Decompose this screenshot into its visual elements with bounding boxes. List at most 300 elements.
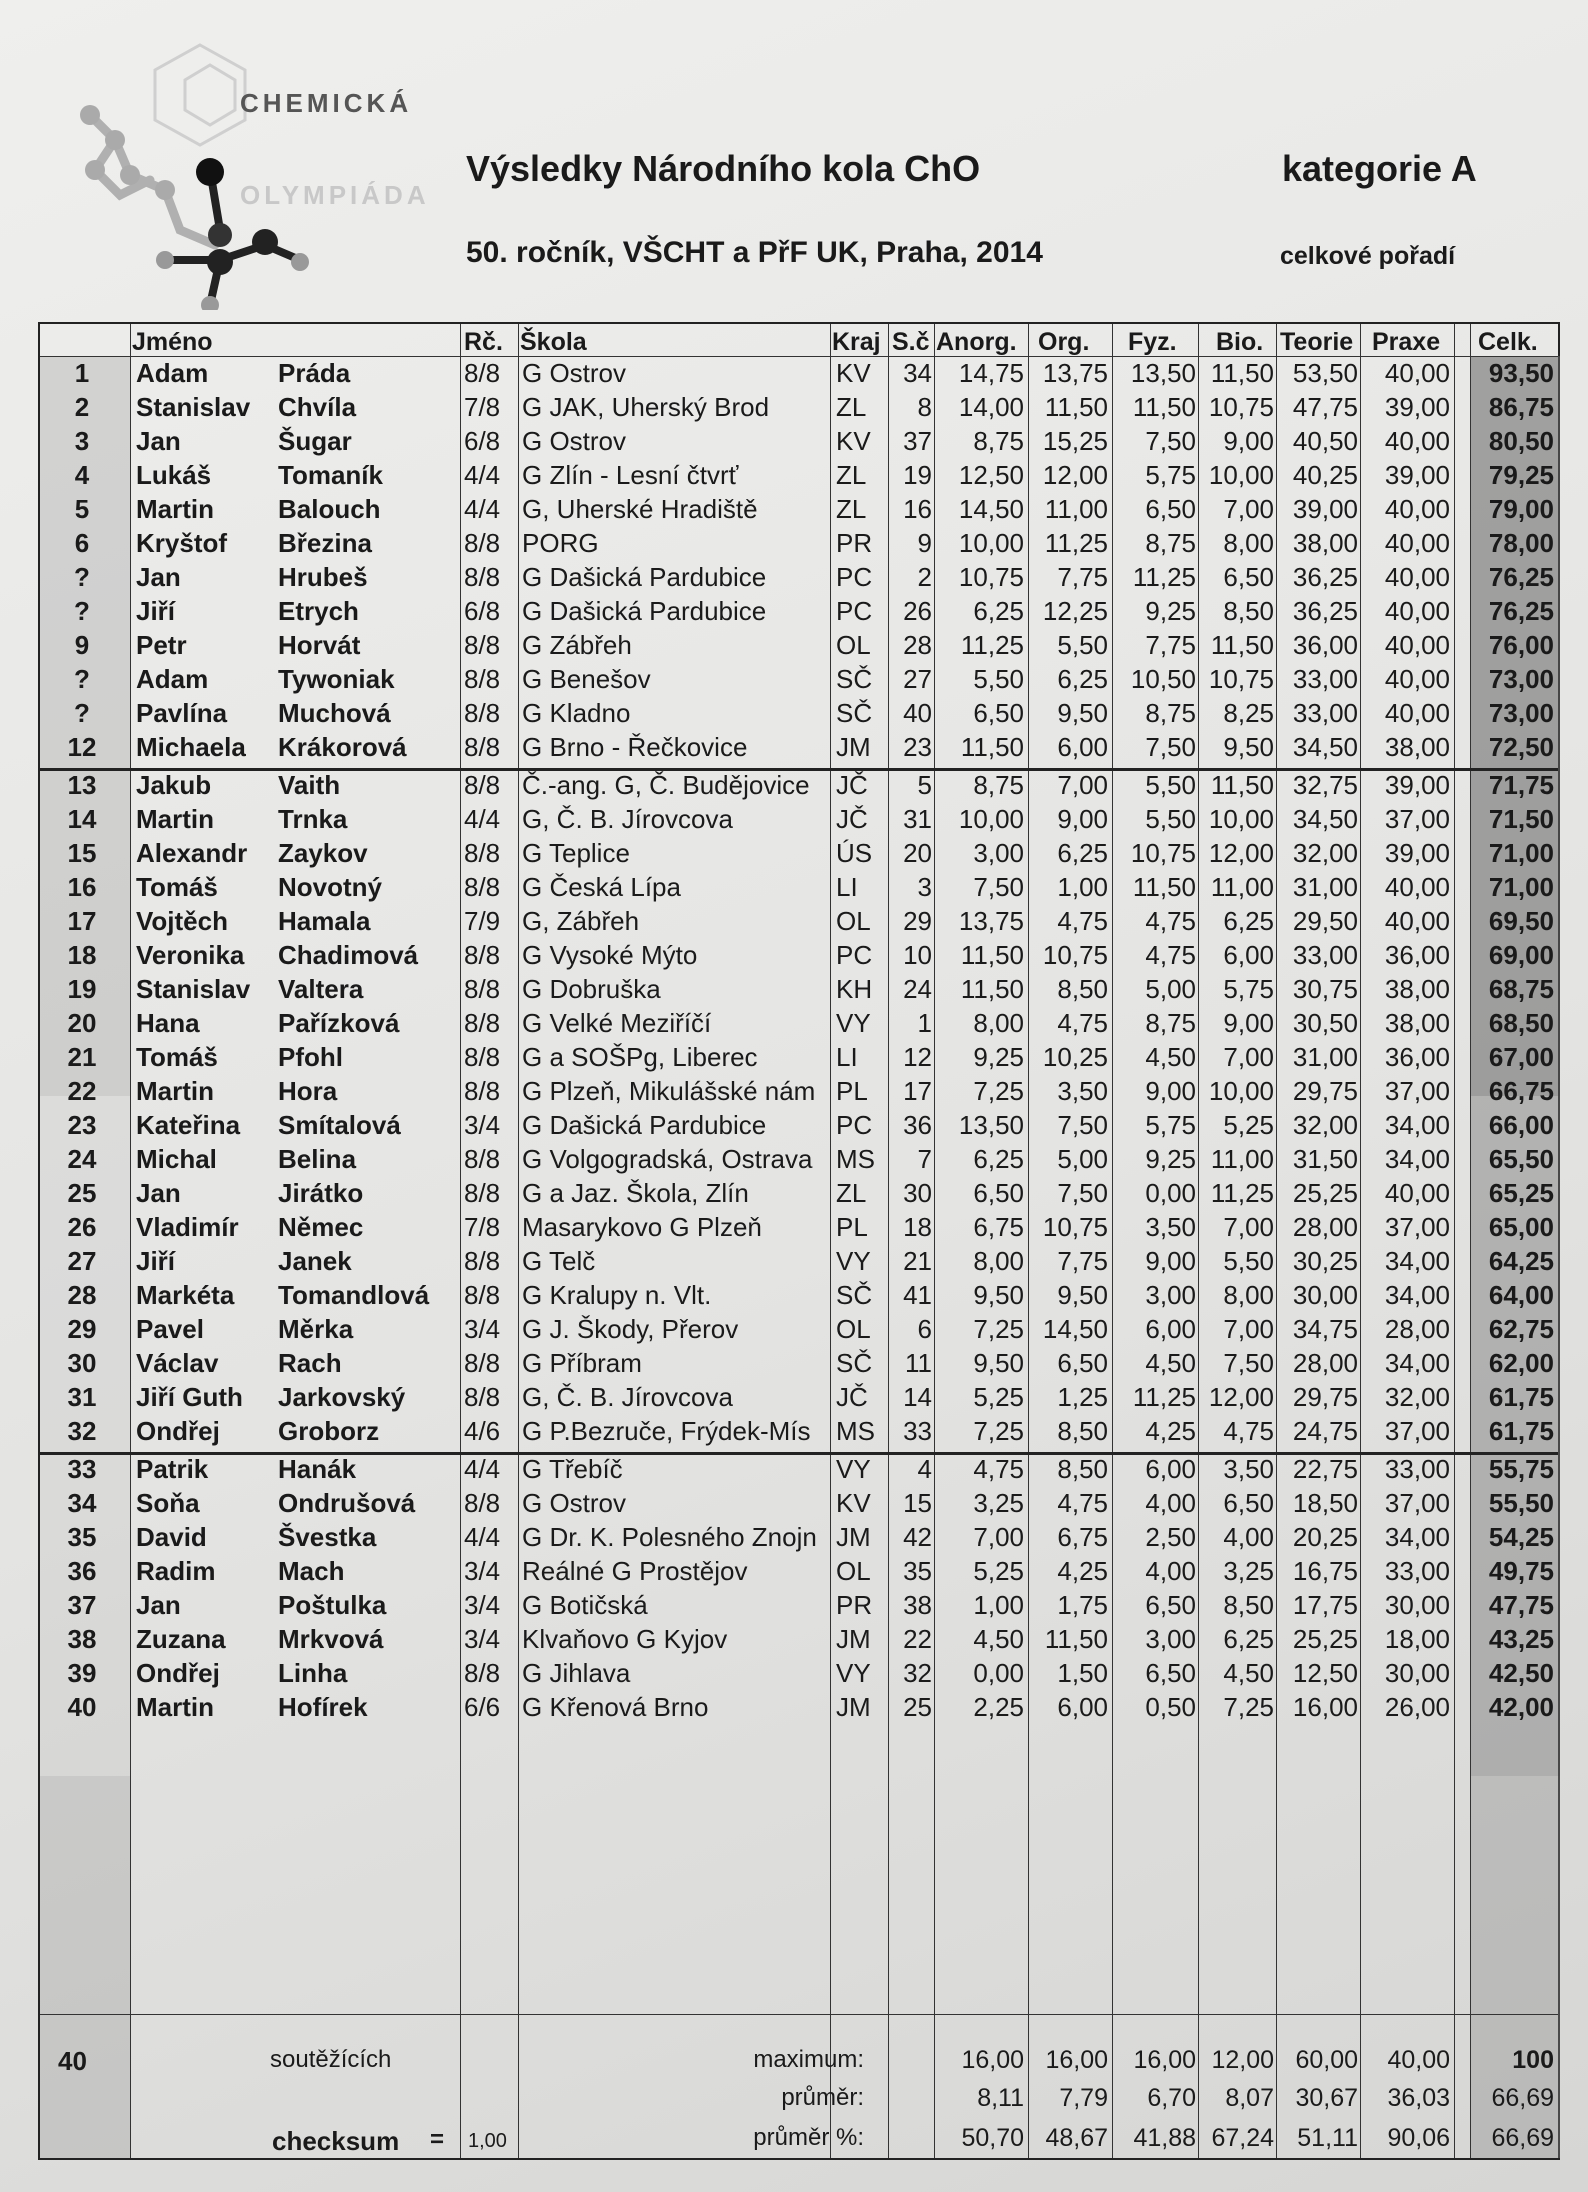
footer-stat-2-3: 67,24 — [1211, 2124, 1274, 2152]
row-24-phys: 9,25 — [1145, 1144, 1196, 1174]
row-33-practice: 33,00 — [1384, 1454, 1450, 1484]
row-2-grade: 7/8 — [464, 392, 501, 422]
row-32-theory: 24,75 — [1292, 1416, 1358, 1446]
row-14-region: JČ — [836, 804, 868, 834]
row-37-seat: 38 — [903, 1590, 932, 1620]
footer-stat-1-4: 30,67 — [1295, 2084, 1358, 2112]
row-28-rank: 28 — [67, 1280, 97, 1310]
row-24-rank: 24 — [67, 1144, 97, 1174]
row-6-org: 11,25 — [1044, 528, 1108, 558]
row-33-first: Patrik — [136, 1454, 209, 1484]
row-30-first: Václav — [136, 1348, 219, 1378]
row-34-rank: 34 — [67, 1488, 97, 1518]
row-40-last: Hofírek — [278, 1692, 368, 1722]
row-13-region: JČ — [836, 770, 868, 800]
row-35-theory: 20,25 — [1292, 1522, 1358, 1552]
row-25-seat: 30 — [903, 1178, 932, 1208]
row-1-first: Adam — [136, 358, 209, 388]
row-19-phys: 5,00 — [1145, 974, 1196, 1004]
row-25-inorg: 6,50 — [973, 1178, 1024, 1208]
row-32-grade: 4/6 — [464, 1416, 501, 1446]
col-header-theory: Teorie — [1280, 328, 1354, 356]
row-24-bio: 11,00 — [1210, 1144, 1274, 1174]
row-19-inorg: 11,50 — [960, 974, 1024, 1004]
row-29-theory: 34,75 — [1292, 1314, 1358, 1344]
row-21-grade: 8/8 — [464, 1042, 501, 1072]
col-header-name: Jméno — [132, 328, 213, 356]
row-13-inorg: 8,75 — [973, 770, 1024, 800]
row-39-rank: 39 — [67, 1658, 97, 1688]
row-6-region: PR — [836, 528, 873, 558]
row-32-org: 8,50 — [1057, 1416, 1108, 1446]
row-38-rank: 38 — [67, 1624, 97, 1654]
row-26-last: Němec — [278, 1212, 364, 1242]
footer-stat-2-4: 51,11 — [1297, 2124, 1358, 2152]
row-18-theory: 33,00 — [1292, 940, 1358, 970]
row-36-seat: 35 — [903, 1556, 932, 1586]
row-26-school: Masarykovo G Plzeň — [522, 1212, 762, 1242]
row-27-rank: 27 — [67, 1246, 97, 1276]
row-38-inorg: 4,50 — [973, 1624, 1024, 1654]
row-16-last: Novotný — [278, 872, 382, 902]
row-6-inorg: 10,00 — [958, 528, 1024, 558]
row-29-phys: 6,00 — [1145, 1314, 1196, 1344]
row-10-org: 6,25 — [1057, 664, 1108, 694]
row-40-grade: 6/6 — [464, 1692, 501, 1722]
row-40-theory: 16,00 — [1292, 1692, 1358, 1722]
row-14-phys: 5,50 — [1145, 804, 1196, 834]
footer-checksum-value: 1,00 — [468, 2130, 507, 2152]
row-26-first: Vladimír — [136, 1212, 239, 1242]
row-17-rank: 17 — [67, 906, 97, 936]
row-15-practice: 39,00 — [1384, 838, 1450, 868]
row-35-practice: 34,00 — [1384, 1522, 1450, 1552]
row-12-inorg: 11,50 — [960, 732, 1024, 762]
row-4-inorg: 12,50 — [958, 460, 1024, 490]
row-30-region: SČ — [836, 1348, 873, 1378]
row-17-practice: 40,00 — [1384, 906, 1450, 936]
row-12-phys: 7,50 — [1145, 732, 1196, 762]
row-10-practice: 40,00 — [1384, 664, 1450, 694]
row-16-inorg: 7,50 — [973, 872, 1024, 902]
row-30-last: Rach — [278, 1348, 342, 1378]
row-27-region: VY — [836, 1246, 871, 1276]
row-20-seat: 1 — [917, 1008, 932, 1038]
row-11-rank: ? — [74, 698, 90, 728]
row-26-grade: 7/8 — [464, 1212, 501, 1242]
row-18-first: Veronika — [136, 940, 245, 970]
row-16-grade: 8/8 — [464, 872, 501, 902]
row-3-practice: 40,00 — [1384, 426, 1450, 456]
row-35-org: 6,75 — [1057, 1522, 1108, 1552]
footer-stat-0-1: 16,00 — [1045, 2046, 1108, 2074]
row-17-grade: 7/9 — [464, 906, 501, 936]
row-40-seat: 25 — [903, 1692, 932, 1722]
row-18-inorg: 11,50 — [960, 940, 1024, 970]
row-1-inorg: 14,75 — [958, 358, 1024, 388]
row-6-total: 78,00 — [1488, 528, 1554, 558]
row-31-theory: 29,75 — [1292, 1382, 1358, 1412]
row-37-bio: 8,50 — [1223, 1590, 1274, 1620]
row-16-rank: 16 — [67, 872, 97, 902]
row-3-org: 15,25 — [1042, 426, 1108, 456]
row-32-last: Groborz — [278, 1416, 380, 1446]
row-8-phys: 9,25 — [1145, 596, 1196, 626]
row-12-last: Krákorová — [278, 732, 407, 762]
row-18-total: 69,00 — [1488, 940, 1554, 970]
row-33-phys: 6,00 — [1145, 1454, 1196, 1484]
row-22-rank: 22 — [67, 1076, 97, 1106]
row-35-grade: 4/4 — [464, 1522, 501, 1552]
row-5-inorg: 14,50 — [958, 494, 1024, 524]
row-26-total: 65,00 — [1488, 1212, 1554, 1242]
grid-vline — [1454, 324, 1455, 2158]
row-5-theory: 39,00 — [1292, 494, 1358, 524]
row-19-school: G Dobruška — [522, 974, 661, 1004]
row-34-last: Ondrušová — [278, 1488, 416, 1518]
row-19-rank: 19 — [67, 974, 97, 1004]
row-37-theory: 17,75 — [1292, 1590, 1358, 1620]
row-19-bio: 5,75 — [1223, 974, 1274, 1004]
row-2-org: 11,50 — [1044, 392, 1108, 422]
row-11-theory: 33,00 — [1292, 698, 1358, 728]
row-20-org: 4,75 — [1057, 1008, 1108, 1038]
row-15-first: Alexandr — [136, 838, 248, 868]
row-3-bio: 9,00 — [1223, 426, 1274, 456]
row-27-org: 7,75 — [1057, 1246, 1108, 1276]
row-12-rank: 12 — [67, 732, 97, 762]
row-25-school: G a Jaz. Škola, Zlín — [522, 1178, 749, 1208]
row-34-bio: 6,50 — [1223, 1488, 1274, 1518]
row-27-grade: 8/8 — [464, 1246, 501, 1276]
row-21-school: G a SOŠPg, Liberec — [522, 1042, 758, 1072]
row-14-first: Martin — [136, 804, 214, 834]
row-17-phys: 4,75 — [1145, 906, 1196, 936]
row-11-first: Pavlína — [136, 698, 228, 728]
footer-stat-2-5: 90,06 — [1387, 2124, 1450, 2152]
row-9-region: OL — [836, 630, 871, 660]
row-36-first: Radim — [136, 1556, 216, 1586]
row-40-region: JM — [836, 1692, 871, 1722]
row-25-total: 65,25 — [1488, 1178, 1554, 1208]
row-33-theory: 22,75 — [1292, 1454, 1358, 1484]
row-36-bio: 3,25 — [1223, 1556, 1274, 1586]
row-13-school: Č.-ang. G, Č. Budějovice — [522, 770, 810, 800]
row-20-region: VY — [836, 1008, 871, 1038]
row-32-inorg: 7,25 — [973, 1416, 1024, 1446]
row-36-grade: 3/4 — [464, 1556, 501, 1586]
row-4-org: 12,00 — [1042, 460, 1108, 490]
row-35-first: David — [136, 1522, 207, 1552]
row-19-seat: 24 — [903, 974, 932, 1004]
rank-shade-bottom — [40, 1776, 130, 2158]
row-17-theory: 29,50 — [1292, 906, 1358, 936]
row-9-org: 5,50 — [1057, 630, 1108, 660]
row-17-bio: 6,25 — [1223, 906, 1274, 936]
row-32-bio: 4,75 — [1223, 1416, 1274, 1446]
row-25-region: ZL — [836, 1178, 867, 1208]
row-13-org: 7,00 — [1057, 770, 1108, 800]
row-40-org: 6,00 — [1057, 1692, 1108, 1722]
chemistry-molecule-logo-icon — [70, 30, 450, 310]
row-22-total: 66,75 — [1488, 1076, 1554, 1106]
row-21-seat: 12 — [903, 1042, 932, 1072]
row-5-rank: 5 — [74, 494, 90, 524]
row-33-seat: 4 — [917, 1454, 932, 1484]
row-28-first: Markéta — [136, 1280, 235, 1310]
row-10-school: G Benešov — [522, 664, 651, 694]
row-2-rank: 2 — [74, 392, 90, 422]
row-15-org: 6,25 — [1057, 838, 1108, 868]
row-9-total: 76,00 — [1488, 630, 1554, 660]
row-23-last: Smítalová — [278, 1110, 401, 1140]
row-39-last: Linha — [278, 1658, 348, 1688]
row-34-phys: 4,00 — [1145, 1488, 1196, 1518]
row-40-rank: 40 — [67, 1692, 97, 1722]
row-17-school: G, Zábřeh — [522, 906, 640, 936]
row-33-last: Hanák — [278, 1454, 357, 1484]
row-22-bio: 10,00 — [1208, 1076, 1274, 1106]
row-37-school: G Botičská — [522, 1590, 648, 1620]
row-7-org: 7,75 — [1057, 562, 1108, 592]
row-21-region: LI — [836, 1042, 858, 1072]
row-34-org: 4,75 — [1057, 1488, 1108, 1518]
row-35-seat: 42 — [903, 1522, 932, 1552]
row-27-last: Janek — [278, 1246, 352, 1276]
row-34-first: Soňa — [136, 1488, 200, 1518]
row-23-seat: 36 — [903, 1110, 932, 1140]
row-2-theory: 47,75 — [1292, 392, 1358, 422]
row-34-total: 55,50 — [1488, 1488, 1554, 1518]
row-28-phys: 3,00 — [1145, 1280, 1196, 1310]
row-36-last: Mach — [278, 1556, 345, 1586]
row-13-grade: 8/8 — [464, 770, 501, 800]
row-6-school: PORG — [522, 528, 599, 558]
footer-stat-0-6: 100 — [1512, 2046, 1554, 2074]
row-18-rank: 18 — [67, 940, 97, 970]
logo-text-chemicka: CHEMICKÁ — [240, 88, 413, 118]
row-40-first: Martin — [136, 1692, 214, 1722]
row-31-region: JČ — [836, 1382, 868, 1412]
row-10-grade: 8/8 — [464, 664, 501, 694]
row-30-seat: 11 — [905, 1348, 932, 1378]
col-header-school: Škola — [520, 328, 587, 356]
row-24-inorg: 6,25 — [973, 1144, 1024, 1174]
row-37-last: Poštulka — [278, 1590, 387, 1620]
row-26-rank: 26 — [67, 1212, 97, 1242]
row-8-org: 12,25 — [1042, 596, 1108, 626]
row-21-inorg: 9,25 — [973, 1042, 1024, 1072]
row-33-bio: 3,50 — [1223, 1454, 1274, 1484]
row-22-grade: 8/8 — [464, 1076, 501, 1106]
row-5-phys: 6,50 — [1145, 494, 1196, 524]
row-30-inorg: 9,50 — [973, 1348, 1024, 1378]
row-22-phys: 9,00 — [1145, 1076, 1196, 1106]
results-table — [38, 322, 1560, 2160]
col-header-region: Kraj — [832, 328, 881, 356]
row-39-practice: 30,00 — [1384, 1658, 1450, 1688]
row-15-region: ÚS — [836, 838, 873, 868]
row-39-seat: 32 — [903, 1658, 932, 1688]
row-33-rank: 33 — [67, 1454, 97, 1484]
logo-text-olympiada: OLYMPIÁDA — [240, 180, 430, 210]
row-3-grade: 6/8 — [464, 426, 501, 456]
row-29-first: Pavel — [136, 1314, 204, 1344]
row-2-first: Stanislav — [136, 392, 251, 422]
row-30-bio: 7,50 — [1223, 1348, 1274, 1378]
grid-hline — [40, 2014, 1558, 2015]
row-38-region: JM — [836, 1624, 871, 1654]
row-13-first: Jakub — [136, 770, 212, 800]
footer-stat-0-2: 16,00 — [1133, 2046, 1196, 2074]
row-12-grade: 8/8 — [464, 732, 501, 762]
row-10-inorg: 5,50 — [973, 664, 1024, 694]
row-39-school: G Jihlava — [522, 1658, 631, 1688]
row-3-phys: 7,50 — [1145, 426, 1196, 456]
row-23-bio: 5,25 — [1223, 1110, 1274, 1140]
row-8-region: PC — [836, 596, 873, 626]
row-24-practice: 34,00 — [1384, 1144, 1450, 1174]
row-3-last: Šugar — [278, 426, 352, 456]
row-10-seat: 27 — [903, 664, 932, 694]
row-26-theory: 28,00 — [1292, 1212, 1358, 1242]
row-19-grade: 8/8 — [464, 974, 501, 1004]
row-6-phys: 8,75 — [1145, 528, 1196, 558]
row-10-bio: 10,75 — [1208, 664, 1274, 694]
row-13-last: Vaith — [278, 770, 341, 800]
row-3-school: G Ostrov — [522, 426, 627, 456]
row-28-org: 9,50 — [1057, 1280, 1108, 1310]
row-5-first: Martin — [136, 494, 214, 524]
row-14-inorg: 10,00 — [958, 804, 1024, 834]
row-16-theory: 31,00 — [1292, 872, 1358, 902]
row-34-region: KV — [836, 1488, 871, 1518]
row-35-last: Švestka — [278, 1522, 377, 1552]
row-18-grade: 8/8 — [464, 940, 501, 970]
row-33-region: VY — [836, 1454, 871, 1484]
row-10-total: 73,00 — [1488, 664, 1554, 694]
row-6-seat: 9 — [917, 528, 932, 558]
row-13-seat: 5 — [917, 770, 932, 800]
footer-stat-2-0: 50,70 — [961, 2124, 1024, 2152]
row-20-rank: 20 — [67, 1008, 97, 1038]
row-5-bio: 7,00 — [1223, 494, 1274, 524]
row-11-region: SČ — [836, 698, 873, 728]
row-28-seat: 41 — [903, 1280, 932, 1310]
footer-stat-1-3: 8,07 — [1225, 2084, 1274, 2112]
row-1-total: 93,50 — [1488, 358, 1554, 388]
row-6-last: Březina — [278, 528, 372, 558]
row-21-practice: 36,00 — [1384, 1042, 1450, 1072]
row-26-practice: 37,00 — [1384, 1212, 1450, 1242]
row-2-last: Chvíla — [278, 392, 357, 422]
row-29-last: Měrka — [278, 1314, 354, 1344]
row-20-school: G Velké Meziříčí — [522, 1008, 712, 1038]
row-24-school: G Volgogradská, Ostrava — [522, 1144, 813, 1174]
row-8-practice: 40,00 — [1384, 596, 1450, 626]
col-header-grade: Rč. — [464, 328, 503, 356]
footer-stat-2-6: 66,69 — [1491, 2124, 1554, 2152]
row-22-inorg: 7,25 — [973, 1076, 1024, 1106]
row-10-theory: 33,00 — [1292, 664, 1358, 694]
row-32-total: 61,75 — [1488, 1416, 1554, 1446]
row-36-school: Reálné G Prostějov — [522, 1556, 748, 1586]
row-7-last: Hrubeš — [278, 562, 368, 592]
row-4-theory: 40,25 — [1292, 460, 1358, 490]
row-38-grade: 3/4 — [464, 1624, 501, 1654]
row-28-total: 64,00 — [1488, 1280, 1554, 1310]
row-38-last: Mrkvová — [278, 1624, 384, 1654]
row-21-theory: 31,00 — [1292, 1042, 1358, 1072]
row-8-total: 76,25 — [1488, 596, 1554, 626]
row-27-inorg: 8,00 — [973, 1246, 1024, 1276]
row-37-total: 47,75 — [1488, 1590, 1554, 1620]
row-29-total: 62,75 — [1488, 1314, 1554, 1344]
row-33-org: 8,50 — [1057, 1454, 1108, 1484]
row-29-rank: 29 — [67, 1314, 97, 1344]
row-25-rank: 25 — [67, 1178, 97, 1208]
row-1-org: 13,75 — [1042, 358, 1108, 388]
row-33-grade: 4/4 — [464, 1454, 501, 1484]
row-36-phys: 4,00 — [1145, 1556, 1196, 1586]
row-17-org: 4,75 — [1057, 906, 1108, 936]
row-19-first: Stanislav — [136, 974, 251, 1004]
row-19-total: 68,75 — [1488, 974, 1554, 1004]
row-5-school: G, Uherské Hradiště — [522, 494, 758, 524]
row-5-total: 79,00 — [1488, 494, 1554, 524]
row-22-region: PL — [836, 1076, 868, 1106]
row-1-seat: 34 — [903, 358, 932, 388]
footer-checksum-label: checksum — [272, 2126, 400, 2156]
row-13-practice: 39,00 — [1384, 770, 1450, 800]
row-31-last: Jarkovský — [278, 1382, 406, 1412]
row-32-phys: 4,25 — [1145, 1416, 1196, 1446]
row-14-seat: 31 — [903, 804, 932, 834]
row-3-total: 80,50 — [1488, 426, 1554, 456]
row-19-practice: 38,00 — [1384, 974, 1450, 1004]
row-40-total: 42,00 — [1488, 1692, 1554, 1722]
row-4-school: G Zlín - Lesní čtvrť — [522, 460, 739, 490]
row-15-rank: 15 — [67, 838, 97, 868]
row-40-bio: 7,25 — [1223, 1692, 1274, 1722]
row-20-last: Pařízková — [278, 1008, 400, 1038]
row-7-practice: 40,00 — [1384, 562, 1450, 592]
row-8-school: G Dašická Pardubice — [522, 596, 767, 626]
row-25-phys: 0,00 — [1145, 1178, 1196, 1208]
row-21-first: Tomáš — [136, 1042, 218, 1072]
row-16-phys: 11,50 — [1132, 872, 1196, 902]
row-9-theory: 36,00 — [1292, 630, 1358, 660]
row-7-seat: 2 — [917, 562, 932, 592]
row-27-practice: 34,00 — [1384, 1246, 1450, 1276]
row-1-phys: 13,50 — [1130, 358, 1196, 388]
row-32-seat: 33 — [903, 1416, 932, 1446]
row-4-region: ZL — [836, 460, 867, 490]
row-23-first: Kateřina — [136, 1110, 241, 1140]
grid-hline — [40, 356, 1558, 357]
row-16-school: G Česká Lípa — [522, 872, 681, 902]
row-11-org: 9,50 — [1057, 698, 1108, 728]
footer-count: 40 — [58, 2046, 87, 2076]
row-29-practice: 28,00 — [1384, 1314, 1450, 1344]
row-35-inorg: 7,00 — [973, 1522, 1024, 1552]
row-14-last: Trnka — [278, 804, 348, 834]
grid-vline — [460, 324, 461, 2158]
row-1-bio: 11,50 — [1210, 358, 1274, 388]
row-35-bio: 4,00 — [1223, 1522, 1274, 1552]
row-28-practice: 34,00 — [1384, 1280, 1450, 1310]
row-5-last: Balouch — [278, 494, 381, 524]
